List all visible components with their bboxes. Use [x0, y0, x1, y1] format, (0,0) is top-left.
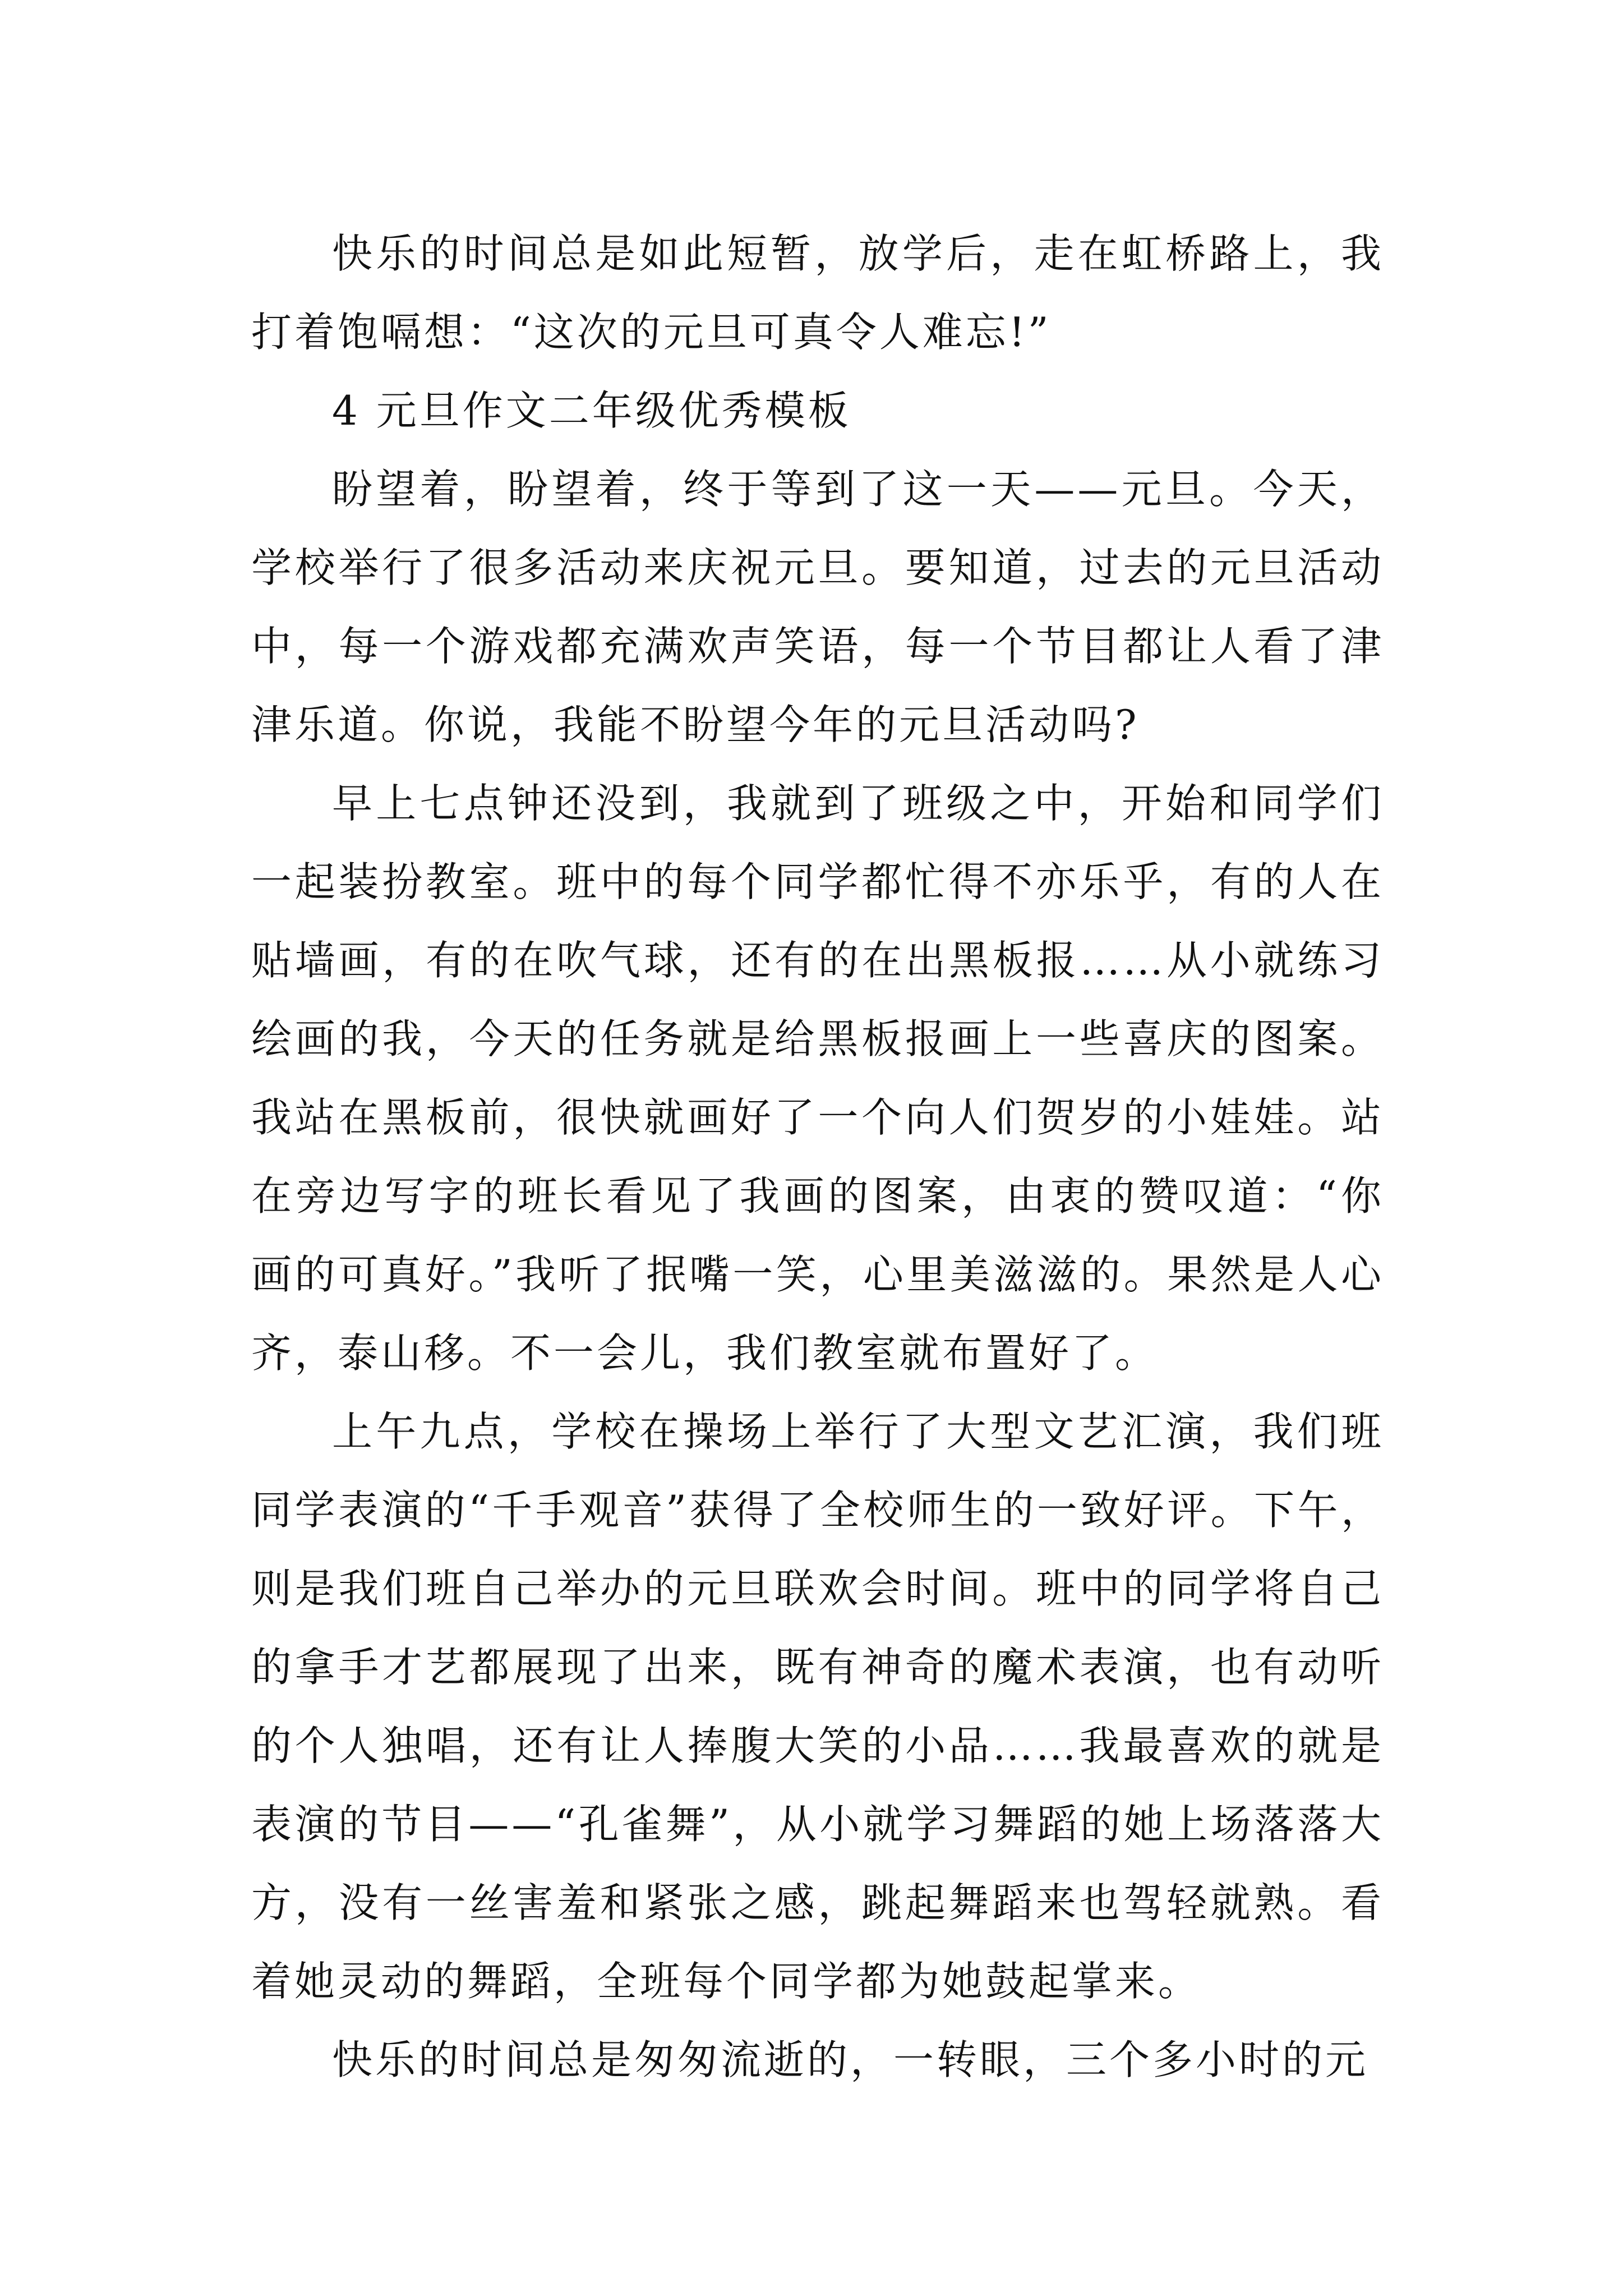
- paragraph-4: 上午九点，学校在操场上举行了大型文艺汇演，我们班同学表演的“千手观音”获得了全校师生的一致好评。下午，则是我们班自己举办的元旦联欢会时间。班中的同学将自己的拿手才艺都展现了出来，既有神奇的魔术表演，也有动听的个人独唱，还有让人捧腹大笑的小品……我最喜欢的就是表演的节目——“孔雀舞”，从小就学习舞蹈的她上场落落大方，没有一丝害羞和紧张之感，跳起舞蹈来也驾轻就熟。看着她灵动的舞蹈，全班每个同学都为她鼓起掌来。: [251, 1408, 1384, 2005]
- paragraph-1: 快乐的时间总是如此短暂，放学后，走在虹桥路上，我打着饱嗝想：“这次的元旦可真令人难忘!”: [251, 230, 1384, 356]
- document-body: [251, 214, 1384, 2099]
- paragraph-5: 快乐的时间总是匆匆流逝的，一转眼，三个多小时的元: [332, 2036, 1369, 2083]
- paragraph-3: 早上七点钟还没到，我就到了班级之中，开始和同学们一起装扮教室。班中的每个同学都忙得不亦乐乎，有的人在贴墙画，有的在吹气球，还有的在出黑板报……从小就练习绘画的我，今天的任务就是给黑板报画上一些喜庆的图案。我站在黑板前，很快就画好了一个向人们贺岁的小娃娃。站在旁边写字的班长看见了我画的图案，由衷的赞叹道：“你画的可真好。”我听了抿嘴一笑，心里美滋滋的。果然是人心齐，泰山移。不一会儿，我们教室就布置好了。: [251, 780, 1384, 1377]
- paragraph-2: 盼望着，盼望着，终于等到了这一天——元旦。今天，学校举行了很多活动来庆祝元旦。要知道，过去的元旦活动中，每一个游戏都充满欢声笑语，每一个节目都让人看了津津乐道。你说，我能不盼望今年的元旦活动吗?: [251, 466, 1384, 748]
- section-heading: 4 元旦作文二年级优秀模板: [332, 387, 851, 434]
